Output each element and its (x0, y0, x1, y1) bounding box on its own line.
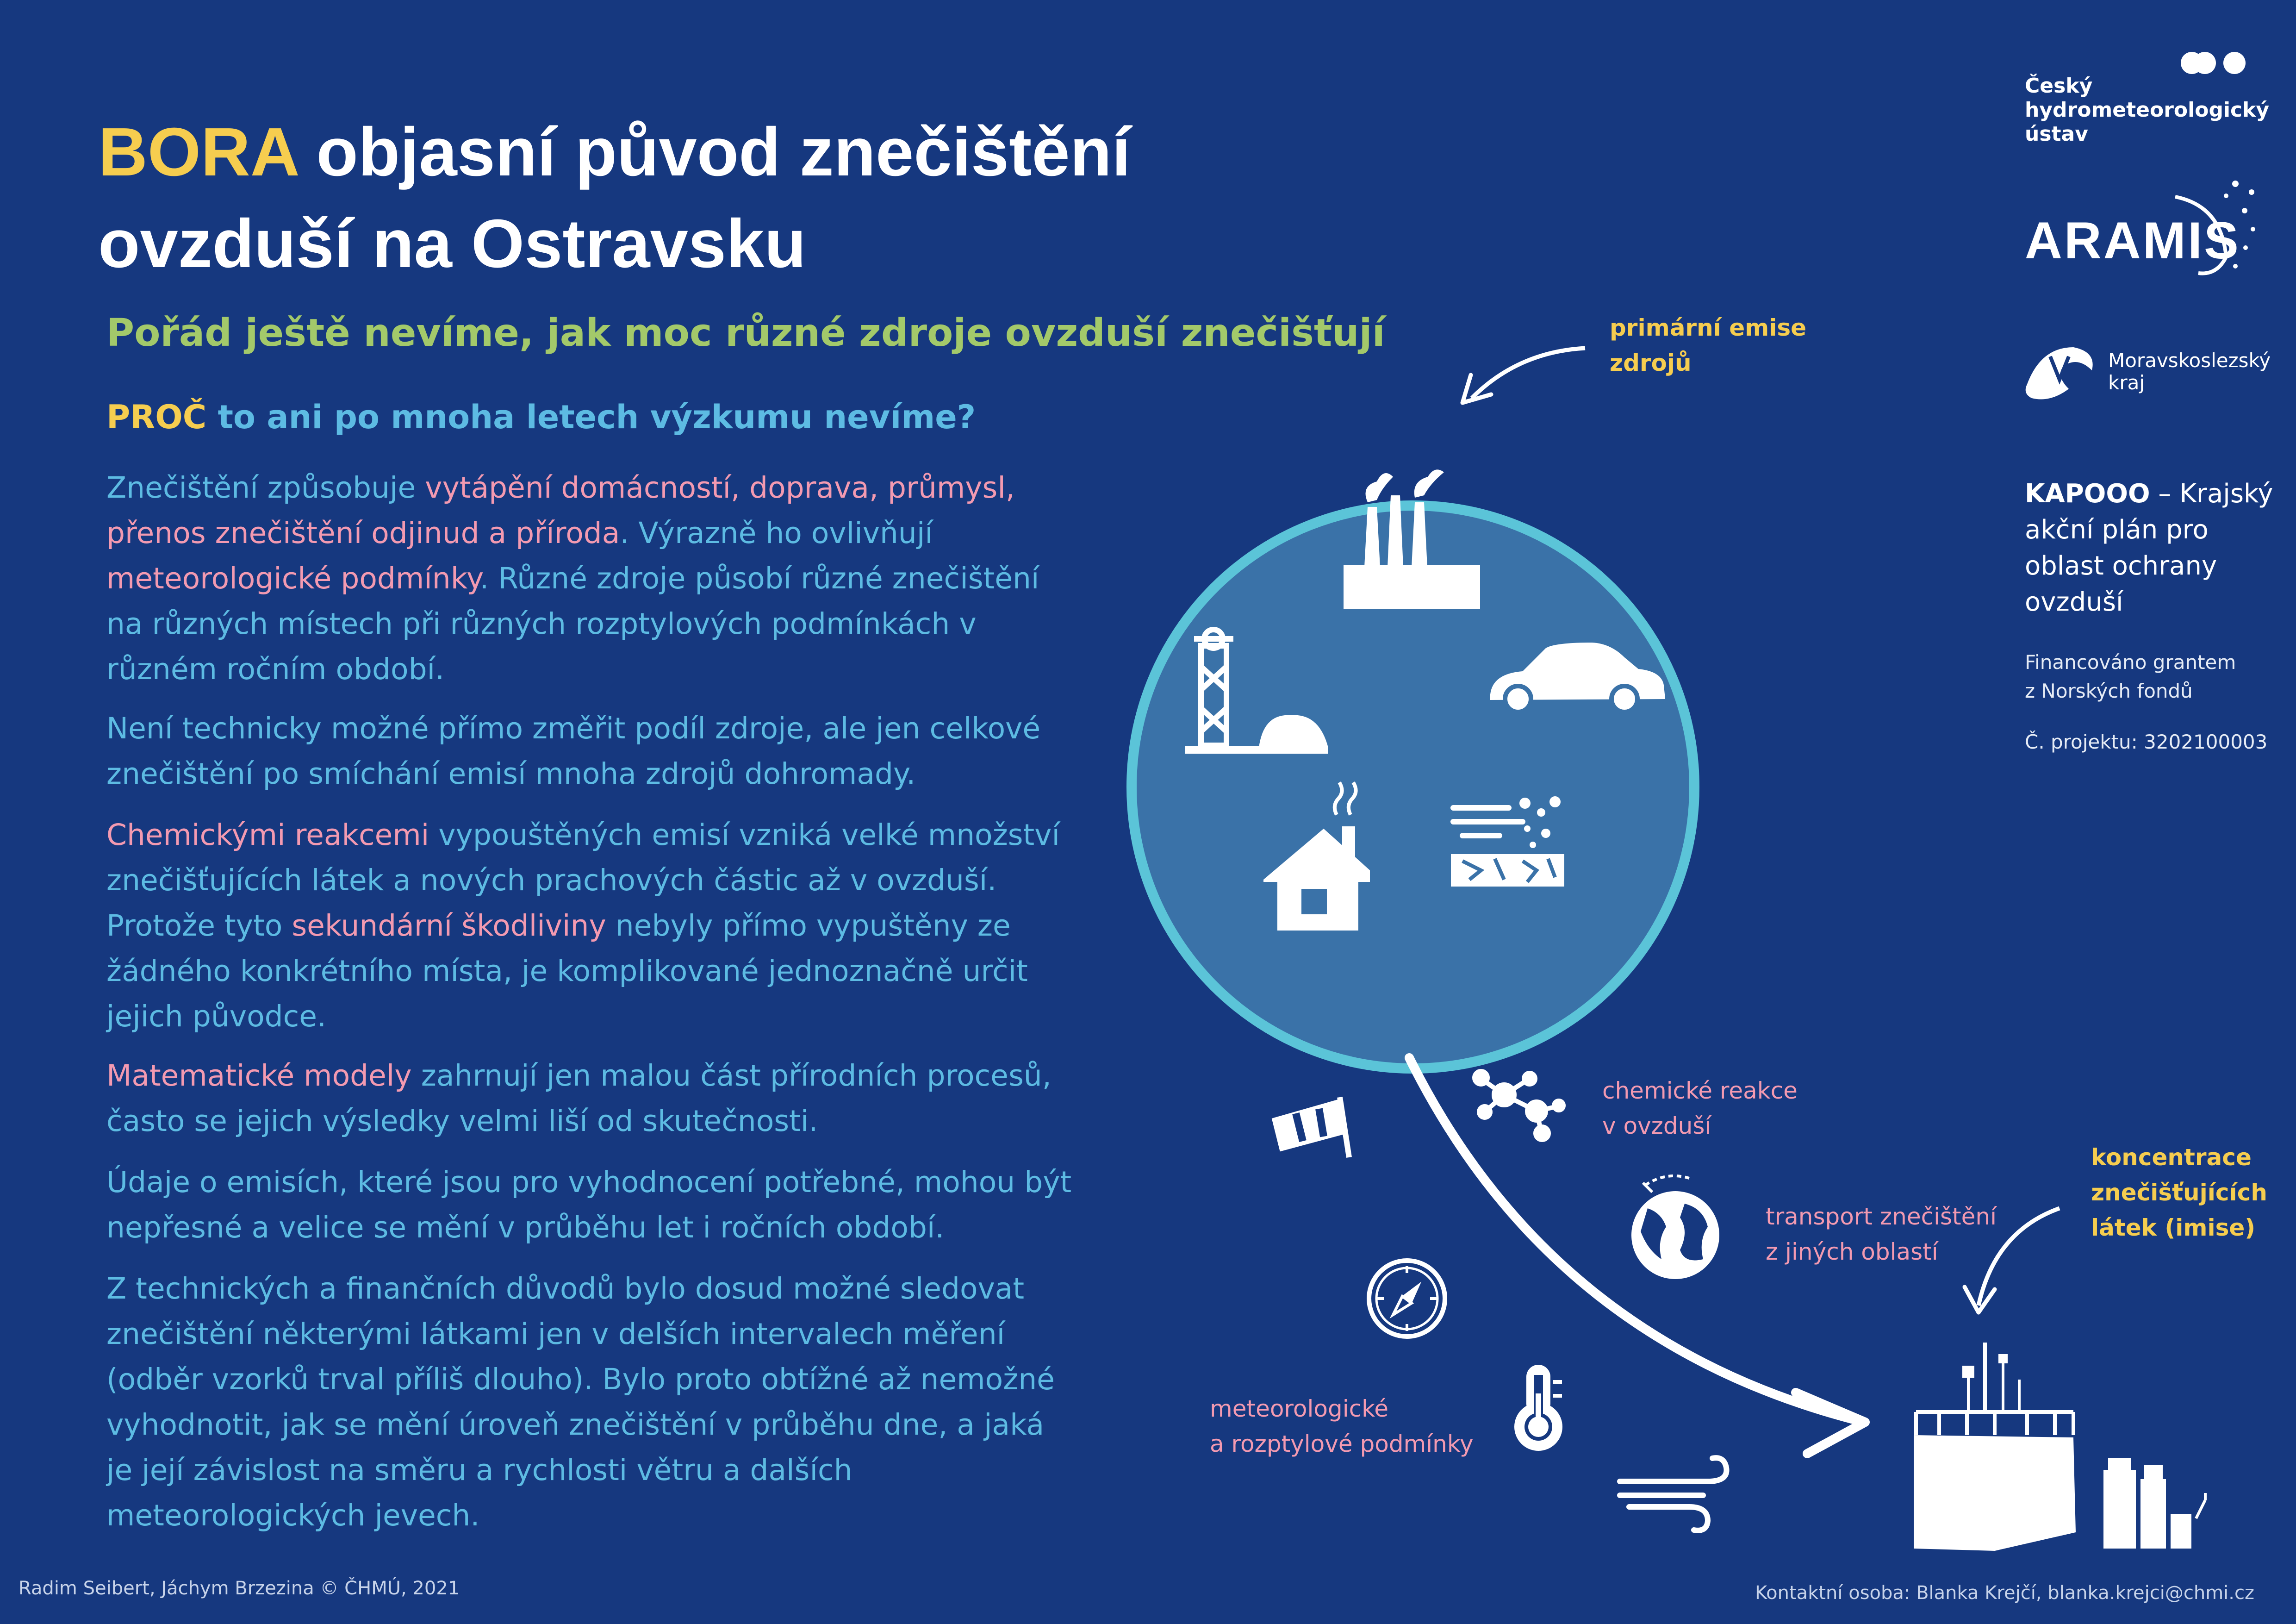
label-transport (1766, 1199, 1997, 1269)
globe-icon (1631, 1176, 1719, 1279)
chmu-line2: hydrometeorologický (2025, 98, 2270, 122)
chmu-line1: Český (2025, 74, 2093, 98)
text-segment: . Různé zdroje působí různé znečištění na různých místech při různých rozptylových podmínkách v různém ročním období. (106, 562, 1039, 686)
kapooo-rest: – Krajský akční plán pro oblast ochrany ovzduší (2025, 479, 2273, 617)
text-segment: Chemickými reakcemi (106, 818, 429, 852)
chem-line1: chemické reakce (1602, 1077, 1798, 1104)
compass-icon (1369, 1261, 1445, 1337)
text-segment: sekundární škodliviny (292, 909, 606, 943)
wind-icon (1620, 1458, 1727, 1530)
text-segment: Není technicky možné přímo změřit podíl zdroje, ale jen celkové znečištění po smíchání emisí mnoha zdrojů dohromady. (106, 712, 1041, 791)
chmu-line3: ústav (2025, 122, 2088, 146)
funding-line2: z Norských fondů (2025, 680, 2193, 702)
footer-contact: Kontaktní osoba: Blanka Krejčí, blanka.krejci@chmi.cz (1755, 1582, 2254, 1604)
msk-line2: kraj (2108, 371, 2145, 394)
text-segment: . Výrazně ho ovlivňují (620, 516, 933, 550)
text-segment: nebyly přímo vypuštěny ze žádného konkrétního místa, je komplikované jednoznačně určit jejich původce. (106, 909, 1028, 1033)
conc-line3: látek (imise) (2091, 1214, 2256, 1241)
meteo-line1: meteorologické (1210, 1395, 1389, 1422)
why-rest: to ani po mnoha letech výzkumu nevíme? (206, 398, 976, 436)
kapooo-bold: KAPOOO (2025, 479, 2150, 509)
transport-line1: transport znečištění (1766, 1203, 1997, 1230)
text-segment: Z technických a finančních důvodů bylo dosud možné sledovat znečištění některými látkami jen v delších intervalech měření (odběr vzorků trval příliš dlouho). Bylo proto obtížné až nemožné vyhodnotit, jak se mění úroveň znečištění v průběhu dne, a jaká je její závislost na směru a rychlosti větru a dalších meteorologických jevech. (106, 1272, 1055, 1532)
label-concentration (2091, 1140, 2267, 1245)
meteo-line2: a rozptylové podmínky (1210, 1430, 1474, 1457)
primary-line1: primární emise (1610, 314, 1807, 341)
primary-line2: zdrojů (1610, 350, 1692, 376)
label-primary-emissions (1610, 310, 1806, 381)
why-highlight: PROČ (106, 398, 207, 436)
text-segment: Znečištění způsobuje (106, 471, 425, 505)
msk-line1: Moravskoslezský (2108, 349, 2271, 372)
aramis-logo: ARAMIS (2025, 212, 2240, 269)
molecule-icon (1475, 1071, 1563, 1140)
station-icon (1914, 1343, 2205, 1551)
project-number: Č. projektu: 3202100003 (2025, 731, 2268, 753)
funding-line1: Financováno grantem (2025, 651, 2236, 674)
subtitle: Pořád ještě nevíme, jak moc různé zdroje ovzduší znečišťují (106, 311, 1385, 355)
primary-arrow (1472, 348, 1585, 398)
thermometer-icon (1514, 1365, 1562, 1451)
label-chemical-reactions (1602, 1073, 1798, 1143)
title-highlight: BORA (98, 114, 298, 190)
text-segment: vytápění domácností, doprava, průmysl, přenos znečištění odjinud a příroda (106, 471, 1015, 550)
conc-line2: znečišťujících (2091, 1179, 2267, 1206)
text-segment: Matematické modely (106, 1059, 412, 1093)
chem-line2: v ovzduší (1602, 1112, 1711, 1139)
footer-authors: Radim Seibert, Jáchym Brzezina © ČHMÚ, 2021 (19, 1578, 460, 1599)
transport-line2: z jiných oblastí (1766, 1238, 1938, 1265)
text-segment: zahrnují jen malou část přírodních procesů, často se jejich výsledky velmi liší od skutečnosti. (106, 1059, 1052, 1138)
conc-line1: koncentrace (2091, 1144, 2252, 1171)
text-segment: vypouštěných emisí vzniká velké množství znečišťujících látek a nových prachových částic až v ovzduší. Protože tyto (106, 818, 1060, 943)
title-line2: ovzduší na Ostravsku (98, 206, 806, 282)
text-segment: Údaje o emisích, které jsou pro vyhodnocení potřebné, mohou být nepřesné a velice se mění v průběhu let i ročních období. (106, 1165, 1072, 1244)
text-segment: meteorologické podmínky (106, 562, 480, 595)
title-line1: objasní původ znečištění (297, 114, 1131, 190)
label-meteo (1210, 1391, 1474, 1462)
windsock-icon (1275, 1097, 1349, 1157)
